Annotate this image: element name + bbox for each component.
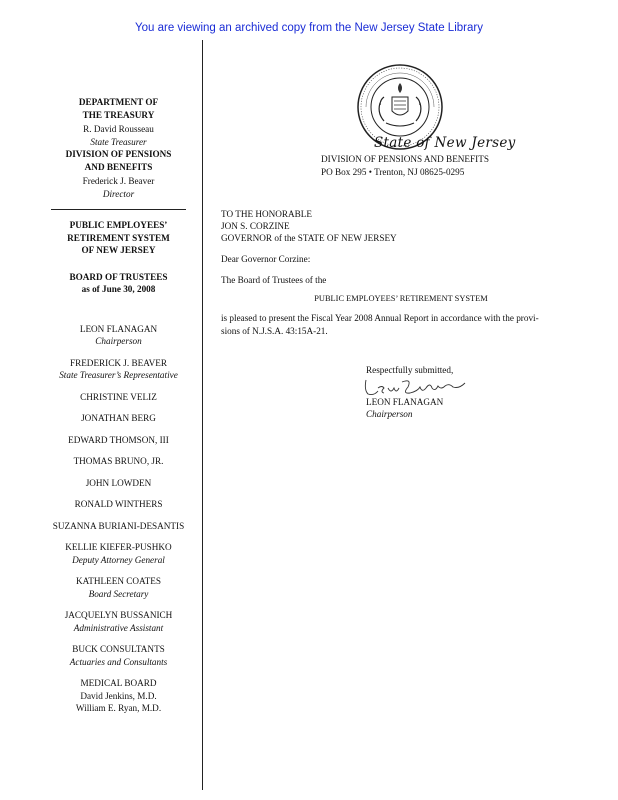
treasurer-title: State Treasurer bbox=[90, 136, 147, 147]
intro-line: The Board of Trustees of the bbox=[221, 275, 327, 285]
letter-body bbox=[221, 208, 581, 337]
trustee-entry bbox=[45, 541, 192, 566]
trustee-name: KATHLEEN COATES bbox=[76, 576, 161, 586]
medical-board-heading: MEDICAL BOARD bbox=[80, 678, 157, 688]
trustee-name: THOMAS BRUNO, JR. bbox=[73, 456, 164, 466]
trustee-title: State Treasurer’s Representative bbox=[59, 370, 178, 380]
division-line-1: DIVISION OF PENSIONS bbox=[65, 149, 172, 159]
trustee-name: EDWARD THOMSON, III bbox=[68, 434, 169, 445]
system-line-1: PUBLIC EMPLOYEES’ bbox=[69, 220, 168, 230]
medical-board-member: David Jenkins, M.D. bbox=[80, 690, 157, 701]
trustee-name: JOHN LOWDEN bbox=[85, 477, 152, 488]
director-name: Frederick J. Beaver bbox=[82, 176, 155, 186]
signature-image bbox=[362, 376, 472, 398]
trustee-name: JACQUELYN BUSSANICH bbox=[64, 610, 173, 620]
division-line-2: AND BENEFITS bbox=[84, 161, 153, 172]
trustee-entry bbox=[45, 575, 192, 600]
treasurer-name: R. David Rousseau bbox=[83, 124, 154, 134]
sidebar-rule bbox=[51, 209, 186, 210]
sidebar bbox=[45, 96, 192, 715]
signature-block bbox=[366, 364, 472, 420]
signer-title: Chairperson bbox=[366, 409, 413, 419]
trustee-name: BUCK CONSULTANTS bbox=[72, 644, 165, 654]
system-line-2: RETIREMENT SYSTEM bbox=[67, 232, 170, 243]
board-line-1: BOARD OF TRUSTEES bbox=[69, 271, 168, 282]
salutation: Dear Governor Corzine: bbox=[221, 254, 311, 264]
trustee-list bbox=[45, 323, 192, 669]
trustee-entry bbox=[45, 609, 192, 634]
state-name: State of New Jersey bbox=[374, 135, 516, 151]
trustee-entry bbox=[45, 477, 192, 490]
addressee-line-3: GOVERNOR of the STATE OF NEW JERSEY bbox=[221, 233, 397, 243]
trustee-entry bbox=[45, 412, 192, 425]
trustee-entry bbox=[45, 357, 192, 382]
trustee-title: Actuaries and Consultants bbox=[69, 656, 168, 667]
trustee-title: Administrative Assistant bbox=[73, 622, 164, 633]
body-paragraph-line-1: is pleased to present the Fiscal Year 2008 Annual Report in accordance with the provi- bbox=[221, 313, 539, 323]
letterhead-po-box: PO Box 295 • Trenton, NJ 08625-0295 bbox=[321, 167, 465, 177]
trustee-entry bbox=[45, 520, 192, 533]
trustee-title: Board Secretary bbox=[88, 588, 149, 599]
trustee-entry bbox=[45, 434, 192, 447]
system-name: PUBLIC EMPLOYEES’ RETIREMENT SYSTEM bbox=[314, 294, 488, 303]
system-line-3: OF NEW JERSEY bbox=[81, 245, 156, 255]
trustee-entry bbox=[45, 323, 192, 348]
dept-line-1: DEPARTMENT OF bbox=[78, 97, 159, 107]
trustee-name: SUZANNA BURIANI-DESANTIS bbox=[52, 520, 185, 531]
trustee-name: LEON FLANAGAN bbox=[79, 323, 158, 334]
addressee-line-2: JON S. CORZINE bbox=[221, 221, 290, 231]
letterhead-address bbox=[321, 153, 489, 179]
dept-line-2: THE TREASURY bbox=[82, 109, 155, 120]
trustee-entry bbox=[45, 391, 192, 404]
trustee-name: JONATHAN BERG bbox=[81, 413, 156, 423]
trustee-name: RONALD WINTHERS bbox=[74, 499, 163, 509]
medical-board-member: William E. Ryan, M.D. bbox=[75, 703, 162, 713]
trustee-title: Deputy Attorney General bbox=[72, 554, 165, 565]
vertical-divider bbox=[202, 40, 203, 790]
closing: Respectfully submitted, bbox=[366, 365, 454, 375]
director-title: Director bbox=[102, 188, 135, 199]
trustee-name: FREDERICK J. BEAVER bbox=[69, 357, 168, 368]
trustee-entry bbox=[45, 643, 192, 668]
trustee-entry bbox=[45, 498, 192, 511]
trustee-entry bbox=[45, 455, 192, 468]
letterhead-division: DIVISION OF PENSIONS AND BENEFITS bbox=[321, 154, 489, 164]
archive-banner: You are viewing an archived copy from the New Jersey State Library bbox=[135, 22, 483, 34]
signer-name: LEON FLANAGAN bbox=[366, 397, 444, 407]
board-line-2: as of June 30, 2008 bbox=[81, 284, 156, 294]
body-paragraph-line-2: sions of N.J.S.A. 43:15A-21. bbox=[221, 325, 328, 336]
addressee-line-1: TO THE HONORABLE bbox=[221, 209, 313, 219]
trustee-title: Chairperson bbox=[95, 336, 142, 346]
trustee-name: KELLIE KIEFER-PUSHKO bbox=[65, 542, 172, 552]
trustee-name: CHRISTINE VELIZ bbox=[80, 391, 157, 402]
